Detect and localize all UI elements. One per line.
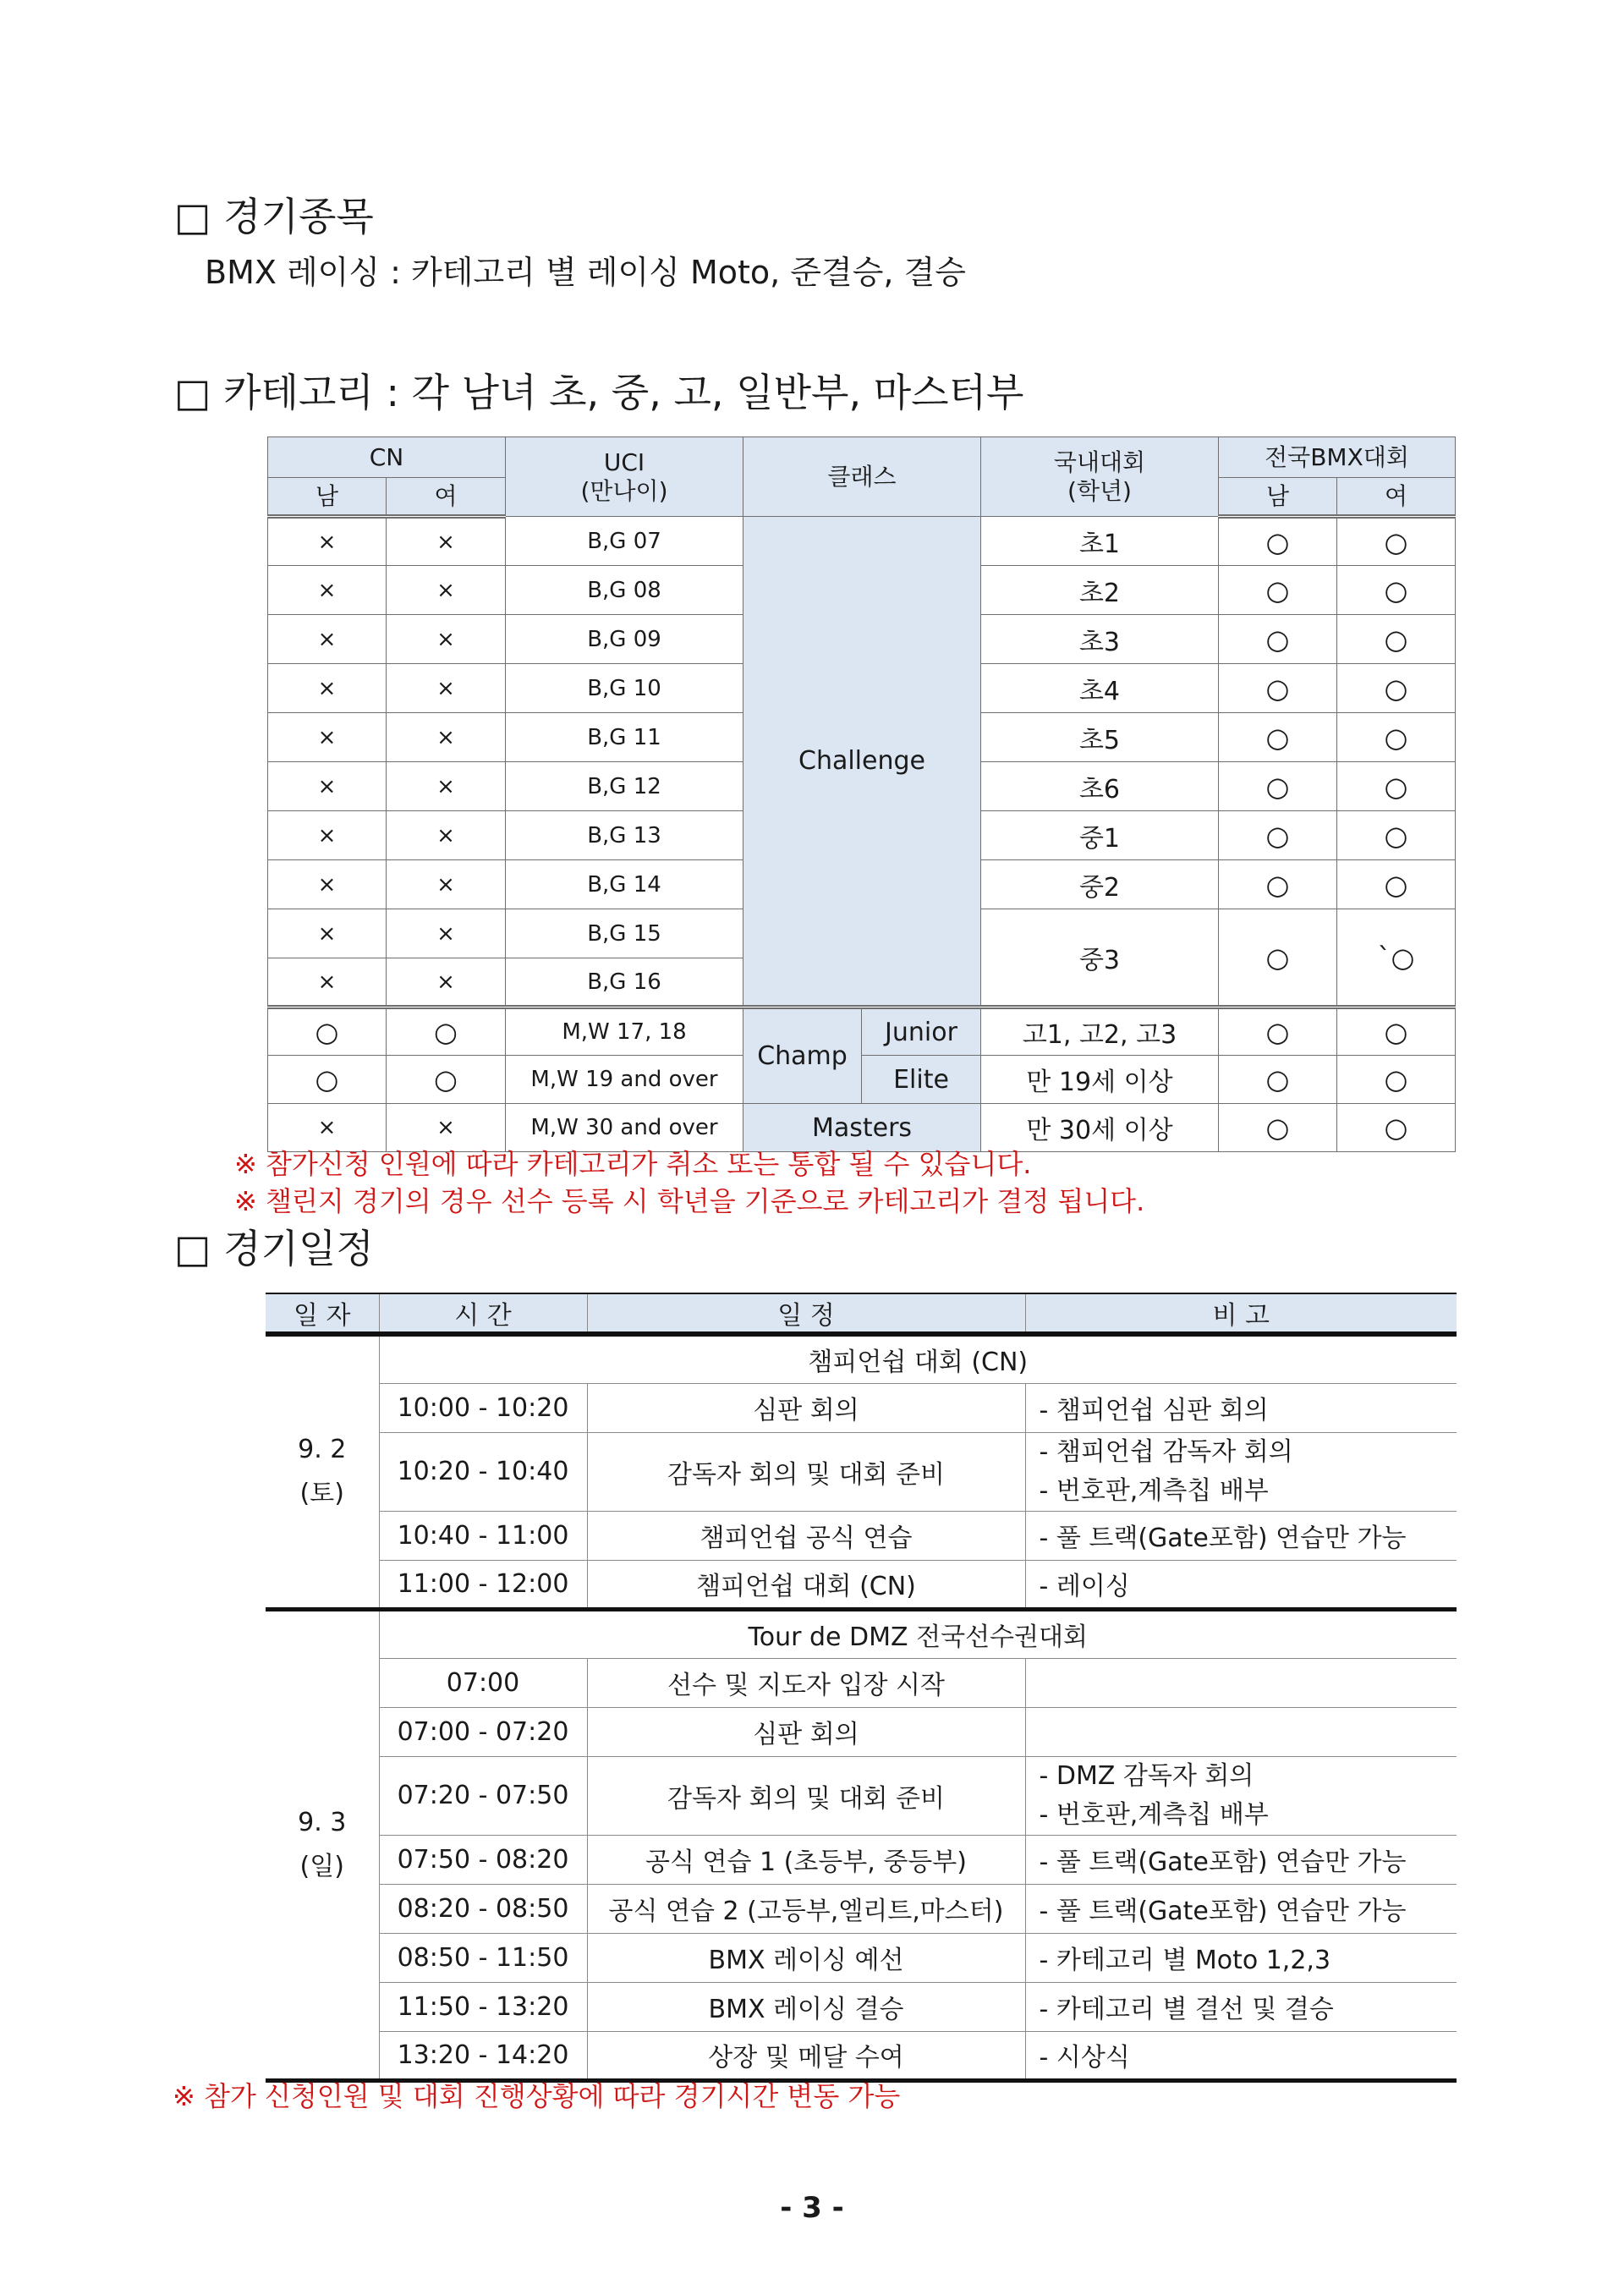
table-row-cell: B,G 11 bbox=[506, 713, 743, 762]
cn-male-header: 남 bbox=[268, 478, 387, 517]
table-row-cell: × bbox=[268, 1104, 387, 1152]
table-row-cell: ○ bbox=[1219, 1104, 1337, 1152]
table-row-cell: × bbox=[387, 664, 506, 713]
table-row-cell: × bbox=[387, 811, 506, 860]
table-row-event: 심판 회의 bbox=[587, 1383, 1025, 1432]
category-table bbox=[267, 436, 1456, 1152]
table-row-cell: × bbox=[268, 811, 387, 860]
table-row-cell: × bbox=[268, 860, 387, 909]
table-row-remark: - 풀 트랙(Gate포함) 연습만 가능 bbox=[1025, 1835, 1457, 1884]
table-row-cell: B,G 10 bbox=[506, 664, 743, 713]
table-row-cell: ○ bbox=[1337, 762, 1456, 811]
table-row-cell: B,G 09 bbox=[506, 615, 743, 664]
table-row-cell: × bbox=[387, 615, 506, 664]
table-row-cell: × bbox=[268, 762, 387, 811]
table-row-remark: - 풀 트랙(Gate포함) 연습만 가능 bbox=[1025, 1884, 1457, 1933]
table-row-remark: - 카테고리 별 Moto 1,2,3 bbox=[1025, 1933, 1457, 1982]
junior-class: Junior bbox=[862, 1007, 981, 1056]
table-row-cell: B,G 12 bbox=[506, 762, 743, 811]
table-row-event: 선수 및 지도자 입장 시작 bbox=[587, 1658, 1025, 1707]
cn-female-header: 여 bbox=[387, 478, 506, 517]
date-header: 일 자 bbox=[266, 1293, 379, 1334]
table-row-cell: ○ bbox=[1337, 664, 1456, 713]
table-row-cell: ○ bbox=[1337, 615, 1456, 664]
national-female-header: 여 bbox=[1337, 478, 1456, 517]
table-row-cell: ○ bbox=[1337, 517, 1456, 566]
table-row-cell: B,G 07 bbox=[506, 517, 743, 566]
table-row-time: 08:20 - 08:50 bbox=[379, 1884, 587, 1933]
national-male-header: 남 bbox=[1219, 478, 1337, 517]
table-row-cell: × bbox=[268, 713, 387, 762]
table-row-cell: ○ bbox=[1337, 713, 1456, 762]
table-row-time: 07:50 - 08:20 bbox=[379, 1835, 587, 1884]
table-row-remark: - 챔피언쉽 심판 회의 bbox=[1025, 1383, 1457, 1432]
event-header: 일 정 bbox=[587, 1293, 1025, 1334]
table-row-cell: ○ bbox=[1337, 811, 1456, 860]
table-row-time: 08:50 - 11:50 bbox=[379, 1933, 587, 1982]
table-row-cell: × bbox=[387, 762, 506, 811]
table-row-cell: × bbox=[387, 860, 506, 909]
class-header: 클래스 bbox=[743, 437, 981, 517]
table-row-cell: 초2 bbox=[981, 566, 1219, 615]
table-row-cell: ○ bbox=[1337, 1104, 1456, 1152]
day2-title: Tour de DMZ 전국선수권대회 bbox=[379, 1609, 1457, 1658]
table-row-cell: × bbox=[387, 713, 506, 762]
table-row-cell: × bbox=[268, 958, 387, 1007]
table-row-cell: ○ bbox=[1219, 1007, 1337, 1056]
remark-header: 비 고 bbox=[1025, 1293, 1457, 1334]
table-row-time: 07:20 - 07:50 bbox=[379, 1756, 587, 1835]
table-row-cell: ○ bbox=[1219, 1056, 1337, 1104]
champ-class: Champ bbox=[743, 1007, 862, 1104]
table-row-time: 11:50 - 13:20 bbox=[379, 1982, 587, 2031]
table-row-time: 11:00 - 12:00 bbox=[379, 1560, 587, 1609]
table-row-cell: × bbox=[387, 517, 506, 566]
table-row-time: 10:20 - 10:40 bbox=[379, 1432, 587, 1511]
table-row-cell: 중2 bbox=[981, 860, 1219, 909]
table-row-event: 공식 연습 1 (초등부, 중등부) bbox=[587, 1835, 1025, 1884]
day1-title: 챔피언쉽 대회 (CN) bbox=[379, 1334, 1457, 1383]
table-row-remark: - 카테고리 별 결선 및 결승 bbox=[1025, 1982, 1457, 2031]
table-row-cell: ○ bbox=[1219, 566, 1337, 615]
table-row-event: 감독자 회의 및 대회 준비 bbox=[587, 1432, 1025, 1511]
category-heading: □ 카테고리 : 각 남녀 초, 중, 고, 일반부, 마스터부 bbox=[174, 370, 1024, 415]
table-row-cell: × bbox=[387, 566, 506, 615]
table-row-cell: ○ bbox=[387, 1056, 506, 1104]
table-row-cell: ○ bbox=[268, 1056, 387, 1104]
table-row-event: 심판 회의 bbox=[587, 1707, 1025, 1756]
masters-class: Masters bbox=[743, 1104, 981, 1152]
schedule-heading: □ 경기일정 bbox=[174, 1226, 374, 1271]
table-row-cell: 만 19세 이상 bbox=[981, 1056, 1219, 1104]
table-row-cell: `○ bbox=[1337, 909, 1456, 1007]
table-row-cell: ○ bbox=[1219, 909, 1337, 1007]
note-cancel: ※ 참가신청 인원에 따라 카테고리가 취소 또는 통합 될 수 있습니다. bbox=[234, 1148, 1032, 1180]
national-header: 전국BMX대회 bbox=[1219, 437, 1456, 478]
table-row-event: 챔피언쉽 공식 연습 bbox=[587, 1511, 1025, 1560]
cn-header: CN bbox=[268, 437, 506, 478]
uci-header: UCI (만나이) bbox=[506, 437, 743, 517]
table-row-cell: 중1 bbox=[981, 811, 1219, 860]
table-row-cell: ○ bbox=[1337, 566, 1456, 615]
table-row-cell: 초6 bbox=[981, 762, 1219, 811]
table-row-event: 챔피언쉽 대회 (CN) bbox=[587, 1560, 1025, 1609]
table-row-cell: × bbox=[268, 909, 387, 958]
table-row-cell: ○ bbox=[1219, 664, 1337, 713]
table-row-time: 10:00 - 10:20 bbox=[379, 1383, 587, 1432]
table-row-cell: ○ bbox=[1219, 615, 1337, 664]
table-row-remark: - 레이싱 bbox=[1025, 1560, 1457, 1609]
table-row-cell: × bbox=[387, 1104, 506, 1152]
table-row-cell: B,G 08 bbox=[506, 566, 743, 615]
table-row-cell: 고1, 고2, 고3 bbox=[981, 1007, 1219, 1056]
table-row-remark bbox=[1025, 1707, 1457, 1756]
challenge-class: Challenge bbox=[743, 517, 981, 1007]
table-row-cell: 초4 bbox=[981, 664, 1219, 713]
table-row-event: 상장 및 메달 수여 bbox=[587, 2031, 1025, 2080]
table-row-remark: - DMZ 감독자 회의 - 번호판,계측칩 배부 bbox=[1025, 1756, 1457, 1835]
elite-class: Elite bbox=[862, 1056, 981, 1104]
table-row-time: 13:20 - 14:20 bbox=[379, 2031, 587, 2080]
note-challenge: ※ 챌린지 경기의 경우 선수 등록 시 학년을 기준으로 카테고리가 결정 됩니다. bbox=[234, 1185, 1145, 1217]
table-row-cell: × bbox=[268, 566, 387, 615]
table-row-cell: 중3 bbox=[981, 909, 1219, 1007]
table-row-cell: × bbox=[387, 958, 506, 1007]
table-row-cell: ○ bbox=[268, 1007, 387, 1056]
table-row-cell: × bbox=[268, 664, 387, 713]
table-row-cell: ○ bbox=[1337, 1056, 1456, 1104]
note-schedule-change: ※ 참가 신청인원 및 대회 진행상황에 따라 경기시간 변동 가능 bbox=[173, 2080, 901, 2112]
table-row-cell: ○ bbox=[1219, 860, 1337, 909]
table-row-event: BMX 레이싱 결승 bbox=[587, 1982, 1025, 2031]
table-row-time: 07:00 - 07:20 bbox=[379, 1707, 587, 1756]
table-row-cell: M,W 17, 18 bbox=[506, 1007, 743, 1056]
table-row-cell: 초1 bbox=[981, 517, 1219, 566]
table-row-cell: ○ bbox=[1337, 860, 1456, 909]
schedule-table bbox=[266, 1293, 1457, 2083]
table-row-event: BMX 레이싱 예선 bbox=[587, 1933, 1025, 1982]
table-row-time: 10:40 - 11:00 bbox=[379, 1511, 587, 1560]
table-row-event: 감독자 회의 및 대회 준비 bbox=[587, 1756, 1025, 1835]
day1-date: 9. 2 (토) bbox=[266, 1334, 379, 1609]
table-row-cell: ○ bbox=[1219, 517, 1337, 566]
table-row-event: 공식 연습 2 (고등부,엘리트,마스터) bbox=[587, 1884, 1025, 1933]
table-row-cell: ○ bbox=[387, 1007, 506, 1056]
table-row-remark: - 챔피언쉽 감독자 회의 - 번호판,계측칩 배부 bbox=[1025, 1432, 1457, 1511]
domestic-header: 국내대회 (학년) bbox=[981, 437, 1219, 517]
table-row-cell: B,G 14 bbox=[506, 860, 743, 909]
table-row-cell: B,G 13 bbox=[506, 811, 743, 860]
table-row-time: 07:00 bbox=[379, 1658, 587, 1707]
table-row-cell: 만 30세 이상 bbox=[981, 1104, 1219, 1152]
events-text: BMX 레이싱 : 카테고리 별 레이싱 Moto, 준결승, 결승 bbox=[205, 254, 966, 291]
table-row-cell: ○ bbox=[1219, 713, 1337, 762]
table-row-cell: ○ bbox=[1219, 811, 1337, 860]
table-row-cell: × bbox=[268, 517, 387, 566]
page-number: - 3 - bbox=[780, 2191, 844, 2225]
events-heading: □ 경기종목 bbox=[174, 194, 374, 239]
time-header: 시 간 bbox=[379, 1293, 587, 1334]
table-row-remark bbox=[1025, 1658, 1457, 1707]
table-row-remark: - 풀 트랙(Gate포함) 연습만 가능 bbox=[1025, 1511, 1457, 1560]
table-row-cell: 초5 bbox=[981, 713, 1219, 762]
day2-date: 9. 3 (일) bbox=[266, 1609, 379, 2080]
table-row-cell: B,G 15 bbox=[506, 909, 743, 958]
table-row-remark: - 시상식 bbox=[1025, 2031, 1457, 2080]
table-row-cell: × bbox=[387, 909, 506, 958]
table-row-cell: 초3 bbox=[981, 615, 1219, 664]
table-row-cell: M,W 19 and over bbox=[506, 1056, 743, 1104]
table-row-cell: ○ bbox=[1337, 1007, 1456, 1056]
table-row-cell: ○ bbox=[1219, 762, 1337, 811]
table-row-cell: × bbox=[268, 615, 387, 664]
table-row-cell: B,G 16 bbox=[506, 958, 743, 1007]
table-row-cell: M,W 30 and over bbox=[506, 1104, 743, 1152]
